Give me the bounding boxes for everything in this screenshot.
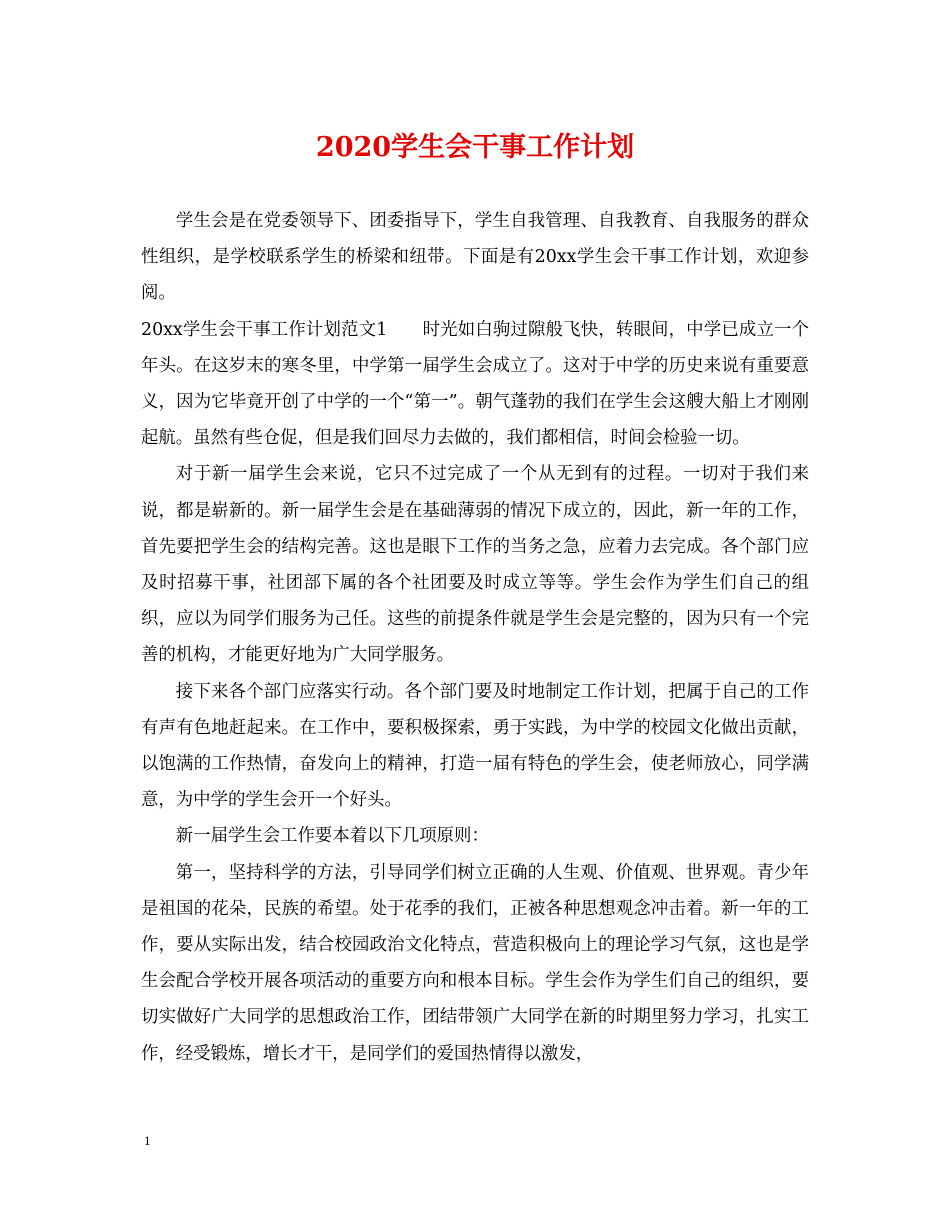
paragraph-principle-1: 第一，坚持科学的方法，引导同学们树立正确的人生观、价值观、世界观。青少年是祖国的花朵，民族的希望。处于花季的我们，正被各种思想观念冲击着。新一年的工作，要从实际出发，结合校园政治文化特点，营造积极向上的理论学习气氛，这也是学生会配合学校开展各项活动的重要方向和根本目标。学生会作为学生们自己的组织，要切实做好广大同学的思想政治工作，团结带领广大同学在新的时期里努力学习，扎实工作，经受锻炼，增长才干，是同学们的爱国热情得以激发， (141, 862, 809, 1064)
paragraph-intro: 学生会是在党委领导下、团委指导下，学生自我管理、自我教育、自我服务的群众性组织，是学校联系学生的桥梁和纽带。下面是有20xx学生会干事工作计划，欢迎参阅。 (141, 211, 809, 304)
paragraph-principles-intro: 新一届学生会工作要本着以下几项原则： (175, 826, 489, 847)
paragraph-departments: 接下来各个部门应落实行动。各个部门要及时地制定工作计划，把属于自己的工作有声有色地赶起来。在工作中，要积极探索，勇于实践，为中学的校园文化做出贡献，以饱满的工作热情，奋发向上的精神，打造一届有特色的学生会，使老师放心，同学满意，为中学的学生会开一个好头。 (141, 681, 809, 811)
document-body (141, 203, 809, 1072)
paragraph-structure: 对于新一届学生会来说，它只不过完成了一个从无到有的过程。一切对于我们来说，都是崭新的。新一届学生会是在基础薄弱的情况下成立的，因此，新一年的工作，首先要把学生会的结构完善。这也是眼下工作的当务之急，应着力去完成。各个部门应及时招募干事，社团部下属的各个社团要及时成立等等。学生会作为学生们自己的组织，应以为同学们服务为己任。这些的前提条件就是学生会是完整的，因为只有一个完善的机构，才能更好地为广大同学服务。 (141, 464, 809, 666)
document-title: 2020学生会干事工作计划 (315, 132, 635, 163)
paragraph-sample-1: 20xx学生会干事工作计划范文1 时光如白驹过隙般飞快，转眼间，中学已成立一个年头。在这岁末的寒冬里，中学第一届学生会成立了。这对于中学的历史来说有重要意义，因为它毕竟开创了中学的一个“第一”。朝气蓬勃的我们在学生会这艘大船上才刚刚起航。虽然有些仓促，但是我们回尽力去做的，我们都相信，时间会检验一切。 (141, 319, 809, 449)
page-number: 1 (144, 1133, 151, 1148)
